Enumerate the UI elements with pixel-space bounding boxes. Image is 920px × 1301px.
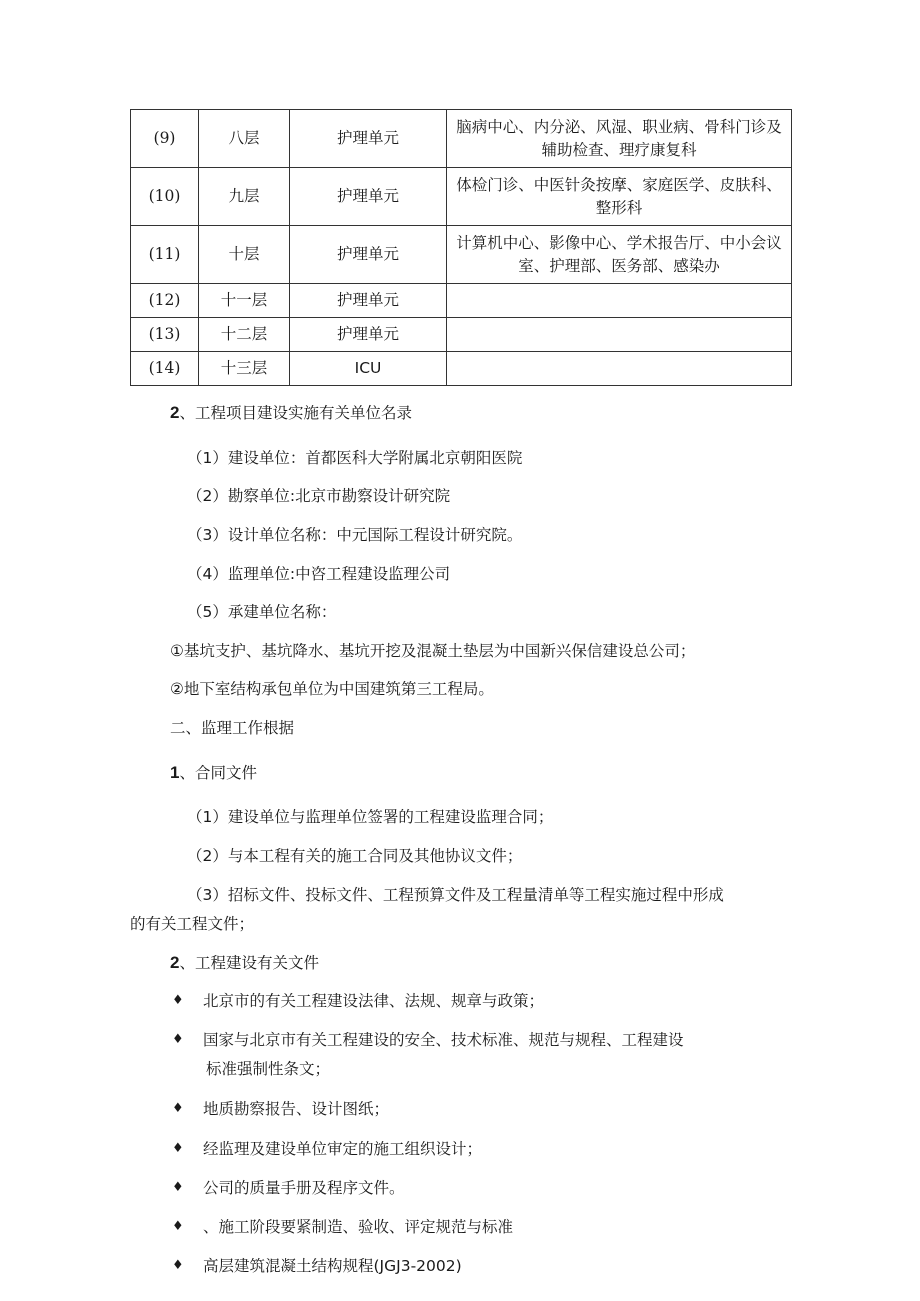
diamond-bullet-icon: ♦ bbox=[172, 1219, 184, 1234]
unit-type: 护理单元 bbox=[290, 318, 447, 352]
departments bbox=[447, 352, 792, 386]
list-item: （3）设计单位名称：中元国际工程设计研究院。 bbox=[187, 526, 523, 544]
table-row bbox=[131, 284, 792, 318]
unit-type: 护理单元 bbox=[290, 226, 447, 284]
table-row bbox=[131, 168, 792, 226]
list-item: 经监理及建设单位审定的施工组织设计； bbox=[203, 1140, 483, 1158]
list-item: （1）建设单位与监理单位签署的工程建设监理合同； bbox=[187, 808, 554, 826]
unit-type: ICU bbox=[290, 352, 447, 386]
unit-type: 护理单元 bbox=[290, 284, 447, 318]
floor-function-table bbox=[130, 109, 792, 386]
list-item: 、施工阶段要紧制造、验收、评定规范与标准 bbox=[203, 1218, 514, 1236]
section-heading-contracts: 1、合同文件 bbox=[170, 763, 257, 782]
list-item: ①基坑支护、基坑降水、基坑开挖及混凝土垫层为中国新兴保信建设总公司； bbox=[170, 642, 696, 660]
unit-type: 护理单元 bbox=[290, 168, 447, 226]
list-item: 地质勘察报告、设计图纸； bbox=[203, 1100, 390, 1118]
list-item-continuation: 的有关工程文件； bbox=[130, 915, 255, 933]
departments: 体检门诊、中医针灸按摩、家庭医学、皮肤科、整形科 bbox=[447, 168, 792, 226]
list-item: （1）建设单位：首都医科大学附属北京朝阳医院 bbox=[187, 449, 523, 467]
row-number: (11) bbox=[131, 226, 199, 284]
departments bbox=[447, 318, 792, 352]
table-row bbox=[131, 352, 792, 386]
row-number: (10) bbox=[131, 168, 199, 226]
table-row bbox=[131, 226, 792, 284]
list-item: 北京市的有关工程建设法律、法规、规章与政策； bbox=[203, 992, 545, 1010]
list-item: ②地下室结构承包单位为中国建筑第三工程局。 bbox=[170, 680, 494, 698]
departments: 脑病中心、内分泌、风湿、职业病、骨科门诊及辅助检查、理疗康复科 bbox=[447, 110, 792, 168]
unit-type: 护理单元 bbox=[290, 110, 447, 168]
diamond-bullet-icon: ♦ bbox=[172, 1180, 184, 1195]
row-number: (14) bbox=[131, 352, 199, 386]
departments bbox=[447, 284, 792, 318]
table-row bbox=[131, 110, 792, 168]
list-item: 高层建筑混凝土结构规程(JGJ3-2002) bbox=[203, 1257, 462, 1275]
list-item-continuation: 标准强制性条文； bbox=[206, 1060, 331, 1078]
row-number: (9) bbox=[131, 110, 199, 168]
floor-name: 十一层 bbox=[199, 284, 290, 318]
list-item: （2）与本工程有关的施工合同及其他协议文件； bbox=[187, 847, 523, 865]
row-number: (13) bbox=[131, 318, 199, 352]
departments: 计算机中心、影像中心、学术报告厅、中小会议室、护理部、医务部、感染办 bbox=[447, 226, 792, 284]
section-heading-docs: 2、工程建设有关文件 bbox=[170, 953, 319, 972]
floor-name: 八层 bbox=[199, 110, 290, 168]
list-item: （2）勘察单位:北京市勘察设计研究院 bbox=[187, 487, 451, 505]
list-item: （4）监理单位:中咨工程建设监理公司 bbox=[187, 565, 451, 583]
list-item: （3）招标文件、投标文件、工程预算文件及工程量清单等工程实施过程中形成 bbox=[187, 886, 724, 904]
diamond-bullet-icon: ♦ bbox=[172, 1101, 184, 1116]
diamond-bullet-icon: ♦ bbox=[172, 993, 184, 1008]
list-item: （5）承建单位名称： bbox=[187, 603, 337, 621]
row-number: (12) bbox=[131, 284, 199, 318]
floor-name: 十二层 bbox=[199, 318, 290, 352]
table-row bbox=[131, 318, 792, 352]
floor-name: 十三层 bbox=[199, 352, 290, 386]
diamond-bullet-icon: ♦ bbox=[172, 1141, 184, 1156]
diamond-bullet-icon: ♦ bbox=[172, 1032, 184, 1047]
chapter-heading: 二、监理工作根据 bbox=[170, 719, 295, 737]
floor-name: 十层 bbox=[199, 226, 290, 284]
list-item: 公司的质量手册及程序文件。 bbox=[203, 1179, 405, 1197]
section-heading-units: 2、工程项目建设实施有关单位名录 bbox=[170, 403, 412, 422]
list-item: 国家与北京市有关工程建设的安全、技术标准、规范与规程、工程建设 bbox=[203, 1031, 684, 1049]
diamond-bullet-icon: ♦ bbox=[172, 1258, 184, 1273]
floor-name: 九层 bbox=[199, 168, 290, 226]
